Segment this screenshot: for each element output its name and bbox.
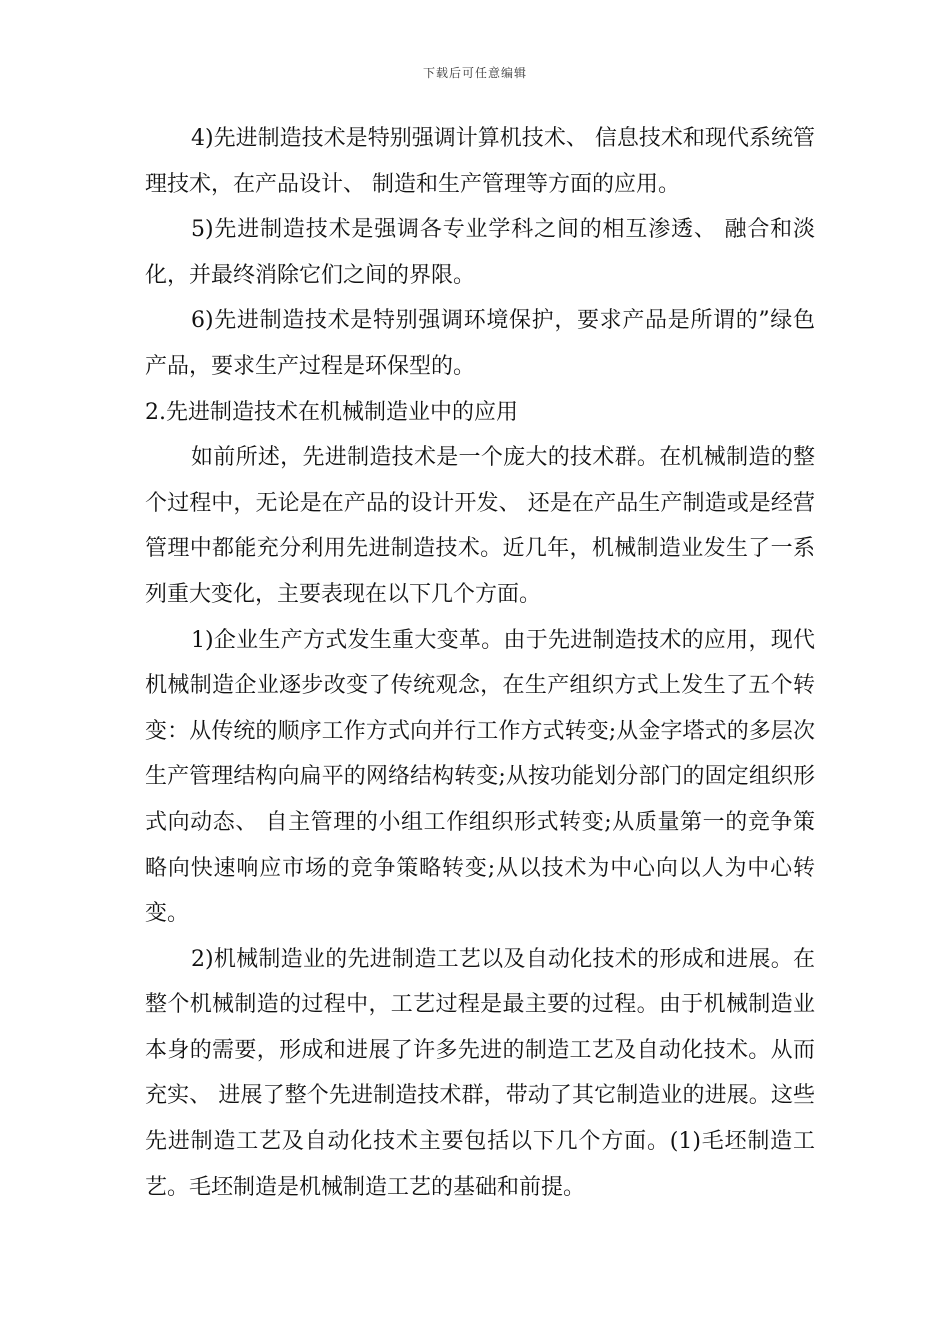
- document-body: [145, 116, 815, 1210]
- section-heading-2: 2.先进制造技术在机械制造业中的应用: [145, 399, 518, 425]
- paragraph-item-5: 5)先进制造技术是强调各专业学科之间的相互渗透、 融合和淡化，并最终消除它们之间的界限。: [145, 217, 815, 288]
- page-header-note: 下载后可任意编辑: [422, 66, 527, 80]
- paragraph-item-4: 4)先进制造技术是特别强调计算机技术、 信息技术和现代系统管理技术，在产品设计、 制造和生产管理等方面的应用。: [145, 126, 815, 197]
- paragraph-change-2: 2)机械制造业的先进制造工艺以及自动化技术的形成和进展。在整个机械制造的过程中，工艺过程是最主要的过程。由于机械制造业本身的需要，形成和进展了许多先进的制造工艺及自动化技术。从而充实、 进展了整个先进制造技术群，带动了其它制造业的进展。这些先进制造工艺及自动化技术主要包括以下几个方面。(1)毛坯制造工艺。毛坯制造是机械制造工艺的基础和前提。: [145, 946, 815, 1200]
- paragraph-intro: 如前所述，先进制造技术是一个庞大的技术群。在机械制造的整个过程中，无论是在产品的设计开发、 还是在产品生产制造或是经营管理中都能充分利用先进制造技术。近几年，机械制造业发生了一系列重大变化，主要表现在以下几个方面。: [145, 445, 815, 607]
- paragraph-item-6: 6)先进制造技术是特别强调环境保护，要求产品是所谓的”绿色产品，要求生产过程是环保型的。: [145, 308, 815, 379]
- paragraph-change-1: 1)企业生产方式发生重大变革。由于先进制造技术的应用，现代机械制造企业逐步改变了传统观念，在生产组织方式上发生了五个转变：从传统的顺序工作方式向并行工作方式转变;从金字塔式的多层次生产管理结构向扁平的网络结构转变;从按功能划分部门的固定组织形式向动态、 自主管理的小组工作组织形式转变;从质量第一的竞争策略向快速响应市场的竞争策略转变;从以技术为中心向以人为中心转变。: [145, 627, 815, 927]
